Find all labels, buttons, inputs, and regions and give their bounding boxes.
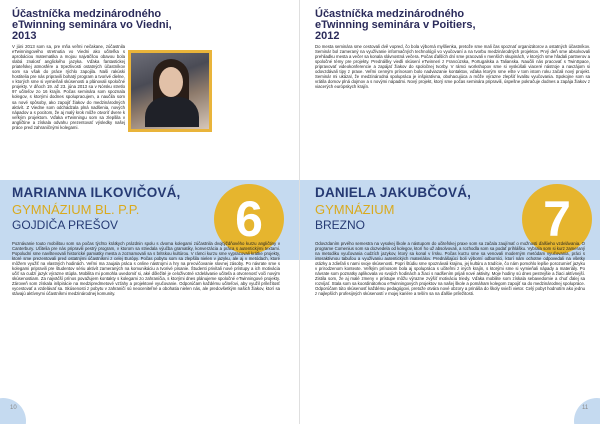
left-main-text: Poznávanie touto mobilitou som sa počas týchto krátkych prázdnin spolu s dvoma kolegami zúčastnila dvojtýždňového kurzu angličtiny v Canterbury. Učitelia pre nás pripravili pestrý program, v ktorom sa striedala výučba gramatiky, konverzácia a práca s autentickými textami. Popoludní sme navštevovali historické pamiatky mesta a zoznamovali sa s britskou kultúrou. V rámci kurzu sme vypracovali krátke projekty, ktoré sme prezentovali pred ostatnými účastníkmi z celej Európy. Počas pobytu som sa zlepšila nielen v jazyku, ale aj v metódach, ktoré môžem využiť na vlastných hodinách. Veľmi ma zaujala práca s online nástrojmi a hry na precvičovanie slovnej zásoby. Po návrate sme s kolegami pripravili pre študentov sériu aktivít zameraných na komunikáciu a tvorivé písanie. Študenti privítali nové prístupy a ich motivácia učiť sa cudzí jazyk výrazne stúpla. Mobilita mi pomohla uvedomiť si, aké dôležité je celoživotné vzdelávanie učiteľa a otvorenosť voči novým skúsenostiam. Za najväčší prínos považujem kontakty s kolegami zo zahraničia, s ktorými dnes plánujeme spoločné eTwinningové projekty. Zároveň som získala inšpirácie na medzipredmetové vzťahy a projektové vyučovanie. Odporúčam každému učiteľovi, aby využil príležitosť vycestovať a vzdelávať sa. Skúsenosti z pobytu v zahraničí sú neoceniteľné a obohatia nielen nás, ale predovšetkým našich žiakov, ktorí sa stávajú aktívnymi účastníkmi medzinárodnej komunity. bbox=[12, 241, 280, 297]
right-banner-city: BREZNO bbox=[315, 218, 366, 232]
left-banner-school: GYMNÁZIUM BL. P.P. bbox=[12, 202, 140, 217]
left-article-text: V júni 2013 som sa, pre mňa veľmi nečakane, zúčastnila eTwinningového stretnutia vo Viedni ako učiteľka s aprobáciou matematika a mojou najväčšou obavou bola slabá znalosť anglického jazyka. Vďaka fantastickej priateľskej atmosfére a trpezlivosti ostatných účastníkov som sa však do práce rýchlo zapojila. Naši rakúski hostitelia pre nás pripravili bohatý program a tvorivé dielne, v ktorých sme si vymieňali skúsenosti a plánovali spoločné projekty. V dňoch 19. až 23. júna 2013 sa v Nórsku stretlo 97 učiteľov zo 16 krajín. Počas seminára som spoznala kolegov, s ktorými dodnes spolupracujem, a naučila som sa nové spôsoby, ako zapojiť žiakov do medzinárodných aktivít. Z Viedne som odchádzala plná nadšenia, nových nápadov a s pocitom, že aj malý krok môže otvoriť dvere k veľkým projektom. Vďaka eTwinningu som sa zlepšila v angličtine a získala odvahu prezentovať výsledky našej práce pred zahraničnými kolegami. bbox=[12, 44, 125, 130]
right-article-text: Do mesta seminára sme cestovali dvě vopred, čo bola výborná myšlienka, pretože sme mali čas spoznať organizátorov a ostatných účastníkov. Seminár bol zameraný na využívanie informačných technológií vo vyučovaní a na tvorbu medzinárodných projektov. Prvý deň sme absolvovali prehliadku mesta a večer sa konala slávnostná večera. Počas ďalších dní sme pracovali v menších skupinách, v ktorých sme hľadali partnerov a spoločné témy pre projekty. Prednášky viedli skúsení eTwinneri z Francúzska, Portugalska a Talianska. Naučili nás pracovať s TwinSpace, pripravovať videokonferencie a zapájať žiakov do spoločnej tvorby. V rámci workshopov sme si vyskúšali viaceré nástroje a navzájom si odovzdávali tipy z praxe. Veľmi cenným prínosom bolo nadviazanie kontaktov, vďaka ktorým sme ešte v tom istom roku začali nový projekt. Seminár mi ukázal, že medzinárodná spolupráca je inšpiratívna, obohacujúca a môže výrazne zlepšiť kvalitu vyučovania. Spokojne som sa vrátila domov plná dojmov a s novými nápadmi. Nový projekt, ktorý sme počas seminára pripravili, úspešne pokračuje dodnes a zapája žiakov z viacerých európskych krajín. bbox=[315, 44, 590, 90]
left-banner-name: MARIANNA ILKOVIČOVÁ, bbox=[12, 185, 181, 200]
right-banner-school: GYMNÁZIUM bbox=[315, 202, 395, 217]
left-article-title: Účastníčka medzinárodného eTwinning seminára vo Viedni, 2013 bbox=[12, 8, 172, 42]
left-banner-city: GOJDIČA PREŠOV bbox=[12, 218, 119, 232]
right-main-text: Odovzdaním prvého semestra na vysokej škole a nástupom do učiteľskej praxe som sa začala zaujímať o možnosti ďalšieho vzdelávania. O programe Comenius som sa dozvedela od kolegov, ktorí ho už absolvovali, a rozhodla som sa podať prihlášku. Vybrala som si kurz zameraný na metodiku vyučovania cudzích jazykov, ktorý sa konal v Írsku. Počas kurzu sme sa venovali moderným metódam vyučovania, práci s interaktívnou tabuľou a využívaniu autentických materiálov. Prednášajúci boli výborní odborníci, ktorí nám ochotne odpovedali na všetky otázky a zdieľali s nami svoje skúsenosti. Popri štúdiu sme spoznávali krajinu, jej kultúru a tradície, čo nám pomohlo lepšie porozumieť jazyku v prirodzenom kontexte. Veľkým prínosom bola aj spolupráca s učiteľmi z iných krajín, s ktorými sme si vymieňali nápady a materiály. Po návrate som poznatky aplikovala vo svojich hodinách a žiaci s nadšením prijali nové aktivity. Moje hodiny sú dnes pestrejšie a žiaci aktívnejší. Zistila som, že aj malé zmeny v prístupe môžu výrazne zvýšiť motiváciu triedy. Vďaka mobilite som získala sebavedomie a chuť ďalej sa rozvíjať. Stala som sa koordinátorkou eTwinningových projektov na našej škole a pomáham kolegom zapojiť sa do medzinárodnej spolupráce. Odporúčam túto skúsenosť každému pedagógovi, pretože otvára nové obzory a prináša do školy svieži vietor. Celý pobyt hodnotím ako jednu z najlepších profesijných skúseností v mojej kariére a teším sa na ďalšie príležitosti. bbox=[315, 241, 585, 297]
left-page-number: 10 bbox=[10, 405, 17, 411]
right-page-number: 11 bbox=[582, 405, 589, 411]
right-page bbox=[300, 0, 600, 424]
right-number-badge: 7 bbox=[522, 184, 592, 254]
left-number-badge: 6 bbox=[214, 184, 284, 254]
right-banner-name: DANIELA JAKUBČOVÁ, bbox=[315, 185, 472, 200]
right-article-title: Účastníčka medzinárodného eTwinning seminára v Poitiers, 2012 bbox=[315, 8, 476, 42]
portrait-photo bbox=[128, 50, 212, 132]
